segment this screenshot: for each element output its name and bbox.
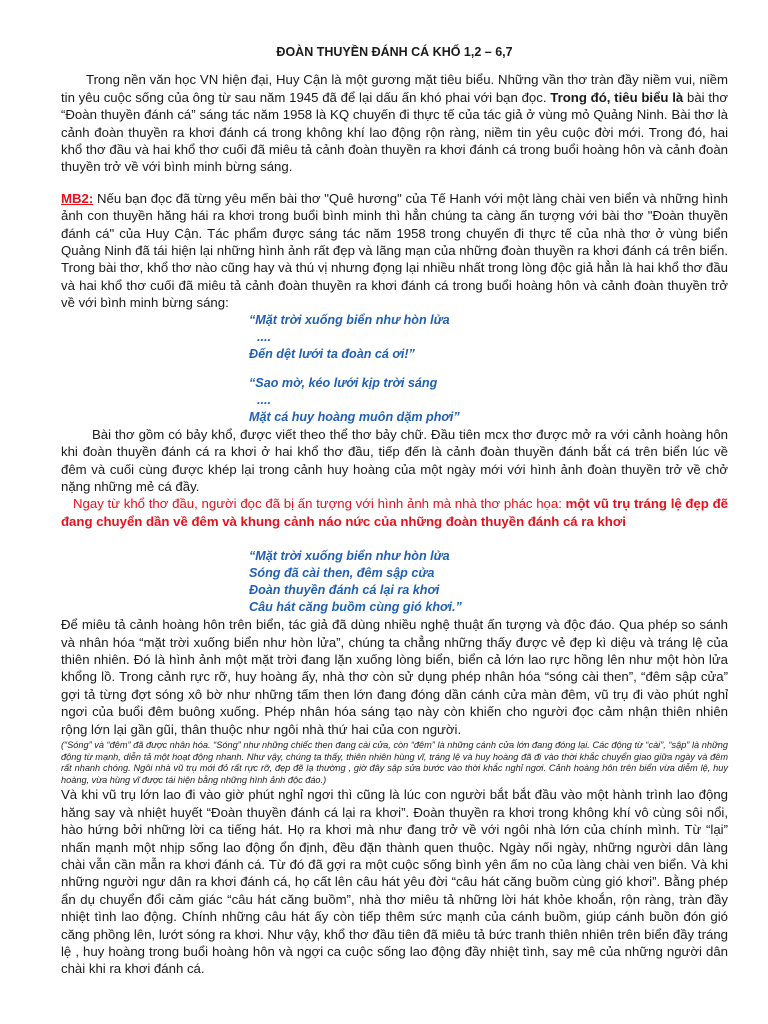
body-paragraph-highlight — [61, 495, 728, 530]
mb2-label: MB2: — [61, 190, 94, 206]
poem-line: Sóng đã cài then, đêm sập cửa — [249, 566, 435, 581]
poem-ellipsis: .... — [257, 392, 271, 407]
poem-excerpt-2 — [249, 548, 728, 616]
intro-paragraph — [61, 71, 728, 175]
poem-excerpt-1 — [249, 312, 728, 426]
poem-line: Đến dệt lưới ta đoàn cá ơi!” — [249, 346, 415, 361]
poem-line: “Mặt trời xuống biển như hòn lửa — [249, 549, 450, 564]
intro-text-continued: bài thơ “Đoàn thuyền đánh cá” sáng tác năm 1958 là KQ chuyến đi thực tế của tác giả ở vùng mỏ Quảng Ninh. Bài thơ là cảnh đoàn thuyền ra khơi đánh cá trong không khí lao động rộn ràng, niềm tin yêu cuộc đời mới. Trong đó, hai khổ thơ đầu và hai khổ thơ cuối đã miêu tả cảnh đoàn thuyền ra khơi đánh cá trong buổi hoàng hôn và cảnh đoàn thuyền trở về với bình minh bừng sáng. — [61, 89, 729, 175]
poem-line: “Mặt trời xuống biển như hòn lửa — [249, 312, 450, 327]
mb2-text: Nếu bạn đọc đã từng yêu mến bài thơ "Quê hương" của Tế Hanh với một làng chài ven biển và những hình ảnh con thuyền hăng hái ra khơi trong buổi bình minh thì hẳn chúng ta càng ấn tượng với bài thơ "Đoàn thuyền đánh cá" của Huy Cận. Tác phẩm được sáng tác năm 1958 trong chuyến đi thực tế của nhà thơ ở vùng biển Quảng Ninh đã tái hiện lại những hình ảnh rất đẹp và lãng mạn của những đoàn thuyền ra khơi đánh cá trên biển. Trong bài thơ, khổ thơ nào cũng hay và thú vị nhưng đọng lại nhiều nhất trong lòng độc giả hẳn là hai khổ thơ đầu và hai khổ thơ cuối đã miêu tả cảnh đoàn thuyền ra khơi đánh cá trong buổi hoàng hôn và cảnh đoàn thuyền trở về với bình minh bừng sáng: — [61, 190, 728, 311]
poem-ellipsis: .... — [257, 329, 271, 344]
highlight-intro-text: Ngay từ khổ thơ đầu, người đọc đã bị ấn tượng với hình ảnh mà nhà thơ phác họa: — [73, 496, 566, 512]
poem-line: Đoàn thuyền đánh cá lại ra khơi — [249, 583, 440, 598]
mb2-paragraph — [61, 190, 728, 312]
intro-text: Trong nền văn học VN hiện đại, Huy Cận là một gương mặt tiêu biểu. Những vần thơ tràn đầy niềm vui, niềm tin yêu cuộc sống của ông từ sau năm 1945 đã để lại dấu ấn khó phai với bạn đọc. — [61, 72, 728, 105]
body-paragraph-conclusion: Và khi vũ trụ lớn lao đi vào giờ phút nghỉ ngơi thì cũng là lúc con người bắt bắt đầu vào một hành trình lao động hăng say và nhiệt huyết “Đoàn thuyền đánh cá lại ra khơi”. Đoàn thuyền ra khơi trong không khí vô cùng sôi nổi, hào hứng bởi những lời ca tiếng hát. Họ ra khơi mà như đang trở về với ngôi nhà lớn của chính mình. Từ “lại” nhấn mạnh một nhịp sống lao động ổn định, đều đặn thành quen thuộc. Ngày nối ngày, những người dân làng chài vẫn cần mẫn ra khơi đánh cá. Từ đó đã gợi ra một cuộc sống bình yên ấm no của làng chài ven biển. Và khi những người ngư dân ra khơi đánh cá, họ cất lên câu hát yêu đời “câu hát căng buồm cùng gió khơi”. Bằng phép ẩn dụ chuyển đổi cảm giác “câu hát căng buồm”, nhà thơ miêu tả những lời hát khỏe khoắn, rộn ràng, tràn đầy nhiệt tình lao động. Chính những câu hát ấy còn tiếp thêm sức mạnh của cánh buồm, giúp cánh buồn đón gió căng phồng lên, lướt sóng ra khơi. Như vậy, khổ thơ đầu tiên đã miêu tả bức tranh thiên nhiên trên biển đầy tráng lệ , huy hoàng trong buổi hoàng hôn và ngợi ca cuộc sống lao động đầy nhiệt tình, say mê của những người dân chài khi ra khơi đánh cá. — [61, 787, 728, 977]
intro-bold-text: Trong đó, tiêu biểu là — [550, 89, 684, 105]
document-title: ĐOÀN THUYỀN ĐÁNH CÁ KHỔ 1,2 – 6,7 — [276, 45, 513, 59]
poem-line: Câu hát căng buồm cùng gió khơi.” — [249, 600, 462, 615]
body-paragraph-structure: Bài thơ gồm có bảy khổ, được viết theo thể thơ bảy chữ. Đầu tiên mcx thơ được mở ra với cảnh hoàng hôn khi đoàn thuyền đánh cá ra khơi ở hai khổ thơ đầu, tiếp đến là cảnh đoàn thuyền đánh bắt cá trên biển lúc về đêm và cuối cùng được khép lại trong cảnh huy hoàng của một ngày mới với hình ảnh đoàn thuyền trở về chở nặng những mẻ cá đầy. — [61, 426, 728, 494]
poem-line: Mặt cá huy hoàng muôn dặm phơi” — [249, 409, 460, 424]
poem-line: “Sao mờ, kéo lưới kịp trời sáng — [249, 375, 438, 390]
annotation-note: (“Sóng” và “đêm” đã được nhân hóa. “Sóng” như những chiếc then đang cài cửa, còn “đêm” là những cánh cửa lớn đang đóng lại. Các động từ “cài”, “sập” là những động từ mạnh, diễn tả một hoạt động nhanh. Như vậy, chúng ta thấy, thiên nhiên hùng vĩ, tráng lệ và huy hoàng đã đi vào thời khắc chuyển giao giữa ngày và đêm rất nhanh chóng. Ngôi nhà vũ trụ mới đỏ rất rực rỡ, đẹp đẽ lạ thường , giờ đây sập sửa bước vào thời khắc nghỉ ngơi. Cảnh hoàng hôn trên biển vừa diễm lệ, huy hoàng, vừa hùng vĩ được tái hiện bằng những hình ảnh độc đáo.) — [61, 739, 728, 785]
body-paragraph-analysis: Để miêu tả cảnh hoàng hôn trên biển, tác giả đã dùng nhiều nghệ thuật ấn tượng và độc đáo. Qua phép so sánh và nhân hóa “mặt trời xuống biển như hòn lửa”, chúng ta chẳng những thấy được vẻ đẹp kì diệu và tráng lệ của thiên nhiên. Đó là hình ảnh một mặt trời đang lặn xuống lòng biển, biển cả lớn lao rực hồng lên như một hòn lửa khổng lồ. Trong cảnh rực rỡ, huy hoàng ấy, nhà thơ còn sử dụng phép nhân hóa “sóng cài then”, “đêm sập cửa” gợi tả từng đợt sóng xô bờ như những tấm then lớn đang đóng dần cánh cửa màn đêm, vũ trụ đi vào phút nghỉ ngơi của buổi đêm buông xuống. Phép nhân hóa sáng tạo này còn khiến cho người đọc cảm nhận thiên nhiên rộng lớn lại gần gũi, thân thuộc như ngôi nhà thứ hai của con người. — [61, 617, 728, 737]
highlight-bold-text: một vũ trụ tráng lệ đẹp đẽ đang chuyển dần về đêm và khung cảnh náo nức của những đoàn thuyền đánh cá ra khơi — [61, 496, 728, 529]
